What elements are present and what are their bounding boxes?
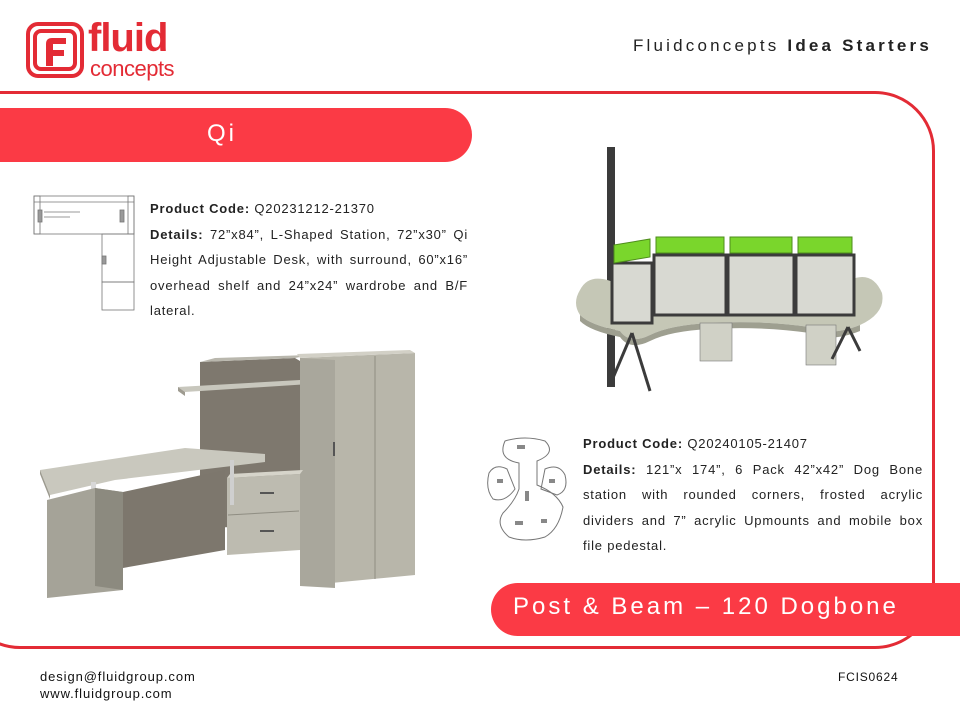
- header-title-regular: Fluidconcepts: [632, 36, 780, 55]
- product-code-value: Q20231212-21370: [254, 201, 375, 216]
- details-label: Details:: [583, 461, 637, 477]
- section-tab-qi-label: Qi: [207, 120, 237, 147]
- section1-description: [150, 196, 468, 324]
- logo-mark-icon: [26, 22, 84, 78]
- section-tab-post-and-beam-label: Post & Beam – 120 Dogbone: [513, 593, 899, 620]
- floorplan-l-station-drawing: [30, 190, 140, 315]
- product-code-label: Product Code:: [150, 201, 250, 216]
- product-code-value: Q20240105-21407: [687, 436, 808, 451]
- footer-email-link[interactable]: design@fluidgroup.com: [40, 669, 196, 684]
- floorplan-dogbone-drawing: [485, 433, 571, 549]
- footer-contact: [40, 668, 196, 702]
- header-title: [633, 36, 932, 56]
- section-tab-qi: [0, 108, 472, 162]
- footer-doc-code: FCIS0624: [838, 670, 899, 684]
- qi-l-shaped-desk-render: [35, 350, 421, 600]
- product-code-label: Product Code:: [583, 436, 683, 451]
- logo-word-fluid: fluid: [88, 16, 168, 60]
- header-title-bold: Idea Starters: [787, 36, 932, 55]
- dogbone-workstation-render: [510, 145, 902, 403]
- logo-word-concepts: concepts: [90, 56, 175, 81]
- fluidconcepts-logo[interactable]: [26, 16, 186, 82]
- section-tab-post-and-beam: [491, 583, 960, 636]
- details-label: Details:: [150, 226, 204, 242]
- details-value: 72”x84”, L-Shaped Station, 72”x30” Qi Height Adjustable Desk, with surround, 60”x16” overhead shelf and 24”x24” wardrobe and B/F lateral.: [150, 226, 469, 318]
- footer-website-link[interactable]: www.fluidgroup.com: [40, 686, 173, 701]
- details-value: 121”x 174”, 6 Pack 42”x42” Dog Bone station with rounded corners, frosted acrylic dividers and 7” acrylic Upmounts and mobile box file pedestal.: [583, 461, 923, 553]
- section2-description: [583, 431, 923, 559]
